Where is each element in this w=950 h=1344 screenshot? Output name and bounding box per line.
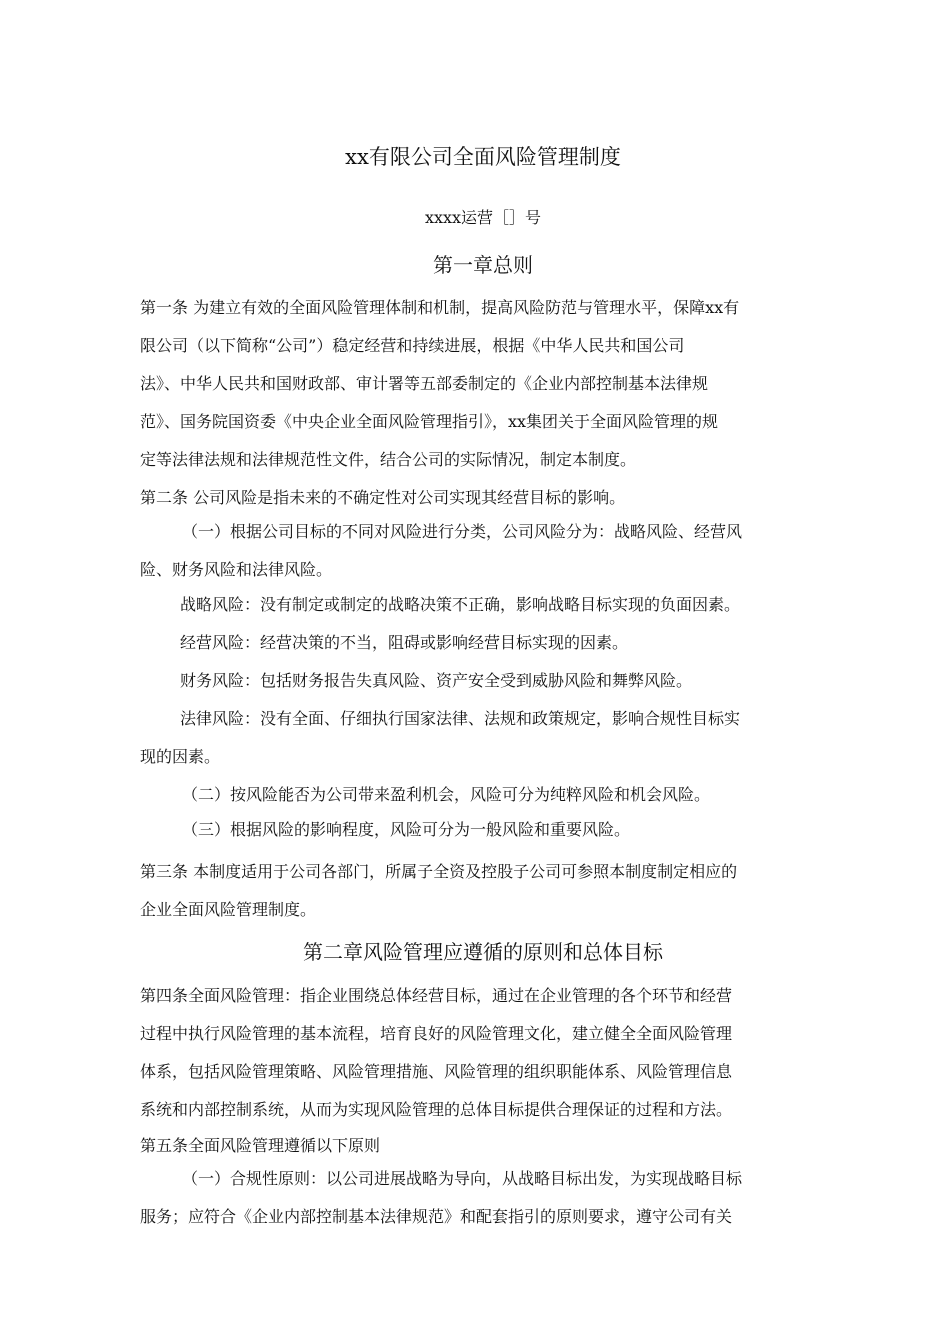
article-4-line: 第四条全面风险管理：指企业围绕总体经营目标，通过在企业管理的各个环节和经营 [140, 986, 733, 1005]
article-1-line: 限公司（以下简称“公司”）稳定经营和持续进展，根据《中华人民共和国公司 [140, 336, 685, 355]
article-4 [140, 977, 826, 1129]
chapter-1-heading: 第一章总则 [433, 253, 533, 277]
chapter-2-heading: 第二章风险管理应遵循的原则和总体目标 [303, 940, 663, 964]
operation-risk-text: 经营风险：经营决策的不当，阻碍或影响经营目标实现的因素。 [180, 633, 629, 652]
article-4-line: 系统和内部控制系统，从而为实现风险管理的总体目标提供合理保证的过程和方法。 [140, 1100, 733, 1119]
article-2 [140, 479, 826, 517]
operation-risk [140, 624, 826, 662]
article-1 [140, 289, 826, 479]
article-2-item-2 [140, 776, 826, 814]
article-4-line: 过程中执行风险管理的基本流程，培育良好的风险管理文化，建立健全全面风险管理 [140, 1024, 733, 1043]
article-2-text: 第二条 公司风险是指未来的不确定性对公司实现其经营目标的影响。 [140, 488, 626, 507]
document-number: xxxx运营［］号 [424, 208, 542, 227]
article-1-line: 定等法律法规和法律规范性文件，结合公司的实际情况，制定本制度。 [140, 450, 637, 469]
article-3-line: 第三条 本制度适用于公司各部门，所属子全资及控股子公司可参照本制度制定相应的 [140, 862, 738, 881]
strategy-risk [140, 586, 826, 624]
article-2-item-1-line: 险、财务风险和法律风险。 [140, 560, 333, 579]
finance-risk-text: 财务风险：包括财务报告失真风险、资产安全受到威胁风险和舞弊风险。 [180, 671, 693, 690]
article-5-item-1-line: 服务；应符合《企业内部控制基本法律规范》和配套指引的原则要求，遵守公司有关 [140, 1207, 733, 1226]
article-1-line: 法》、中华人民共和国财政部、审计署等五部委制定的《企业内部控制基本法律规 [140, 374, 709, 393]
article-5-item-1 [140, 1160, 826, 1236]
finance-risk [140, 662, 826, 700]
article-2-item-3-text: （三）根据风险的影响程度，风险可分为一般风险和重要风险。 [182, 820, 631, 839]
article-3-line: 企业全面风险管理制度。 [140, 900, 317, 919]
article-5-text: 第五条全面风险管理遵循以下原则 [140, 1136, 381, 1155]
article-4-line: 体系，包括风险管理策略、风险管理措施、风险管理的组织职能体系、风险管理信息 [140, 1062, 733, 1081]
strategy-risk-text: 战略风险：没有制定或制定的战略决策不正确，影响战略目标实现的负面因素。 [180, 595, 741, 614]
article-3 [140, 853, 826, 929]
article-2-item-2-text: （二）按风险能否为公司带来盈利机会，风险可分为纯粹风险和机会风险。 [182, 785, 711, 804]
legal-risk [140, 700, 826, 776]
article-2-item-1 [140, 513, 826, 589]
legal-risk-line: 现的因素。 [140, 747, 221, 766]
article-2-item-3 [140, 811, 826, 849]
article-5-item-1-line: （一）合规性原则：以公司进展战略为导向，从战略目标出发，为实现战略目标 [182, 1169, 743, 1188]
legal-risk-line: 法律风险：没有全面、仔细执行国家法律、法规和政策规定，影响合规性目标实 [180, 709, 741, 728]
article-2-item-1-line: （一）根据公司目标的不同对风险进行分类，公司风险分为：战略风险、经营风 [182, 522, 743, 541]
article-1-line: 范》、国务院国资委《中央企业全面风险管理指引》，xx集团关于全面风险管理的规 [140, 412, 719, 431]
article-1-line: 第一条 为建立有效的全面风险管理体制和机制，提高风险防范与管理水平，保障xx有 [140, 298, 740, 317]
document-title: xx有限公司全面风险管理制度 [345, 145, 621, 169]
